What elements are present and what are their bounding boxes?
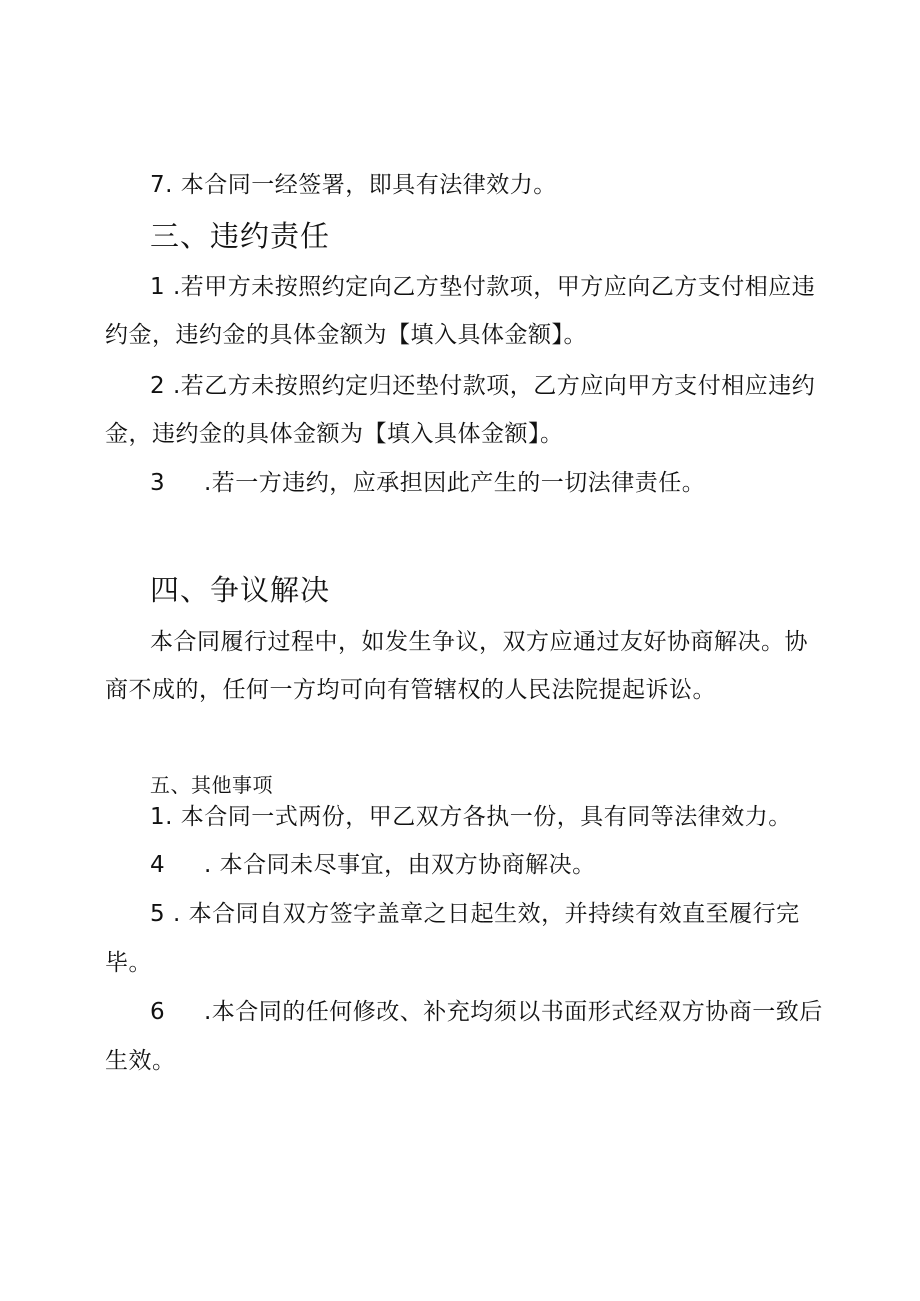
- clause-number: 2: [150, 373, 166, 399]
- clause-text: .本合同的任何修改、补充均须以书面形式经双方协商一致后: [204, 999, 823, 1025]
- clause-text: .若一方违约，应承担因此产生的一切法律责任。: [204, 470, 706, 496]
- other-clause-4: [150, 850, 596, 880]
- clause-text: . 本合同未尽事宜，由双方协商解决。: [204, 852, 596, 878]
- clause-number: 7: [150, 172, 166, 198]
- clause-number: 1: [150, 274, 166, 300]
- clause-7: [150, 170, 557, 200]
- dispute-paragraph-line-1: 本合同履行过程中，如发生争议，双方应通过友好协商解决。协: [150, 629, 808, 655]
- other-clause-1: 1. 本合同一式两份，甲乙双方各执一份，具有同等法律效力。: [150, 804, 792, 830]
- section-heading-breach: 三、违约责任: [150, 219, 331, 253]
- section-heading-other: 五、其他事项: [150, 773, 273, 797]
- breach-clause-2-line-1: [150, 371, 815, 401]
- breach-clause-1-line-1: [150, 272, 815, 302]
- dispute-paragraph-line-2: 商不成的，任何一方均可向有管辖权的人民法院提起诉讼。: [105, 677, 716, 703]
- other-clause-5-line-2: 毕。: [105, 950, 152, 976]
- clause-number: 3: [150, 470, 166, 496]
- other-clause-6-line-1: [150, 997, 823, 1027]
- breach-clause-2-line-2: 金，违约金的具体金额为【填入具体金额】。: [105, 421, 564, 447]
- other-clause-6-line-2: 生效。: [105, 1048, 176, 1074]
- clause-number: 6: [150, 999, 166, 1025]
- clause-text: .若甲方未按照约定向乙方垫付款项，甲方应向乙方支付相应违: [165, 274, 816, 300]
- clause-number: 5: [150, 901, 166, 927]
- clause-text: . 本合同一经签署，即具有法律效力。: [165, 172, 557, 198]
- clause-number: 4: [150, 852, 166, 878]
- clause-text: . 本合同自双方签字盖章之日起生效，并持续有效直至履行完: [165, 901, 800, 927]
- clause-text: .若乙方未按照约定归还垫付款项，乙方应向甲方支付相应违约: [165, 373, 816, 399]
- breach-clause-3: [150, 468, 705, 498]
- breach-clause-1-line-2: 约金，违约金的具体金额为【填入具体金额】。: [105, 322, 587, 348]
- section-heading-dispute: 四、争议解决: [150, 573, 331, 607]
- other-clause-5-line-1: [150, 899, 800, 929]
